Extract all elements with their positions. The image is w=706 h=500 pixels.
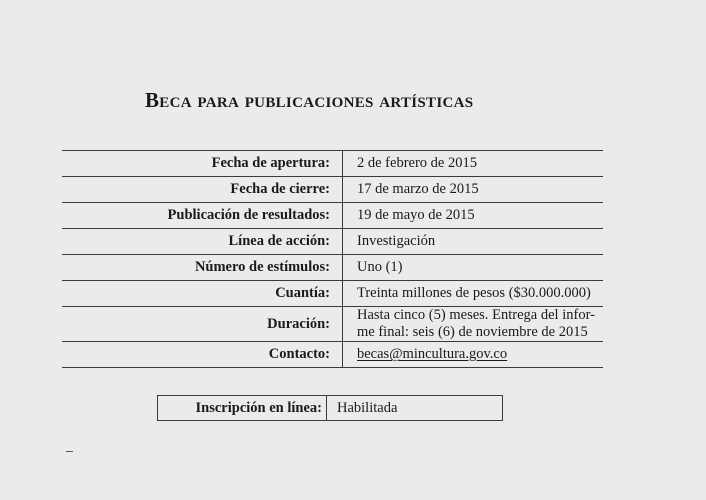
opening-date-value: 2 de febrero de 2015 [357, 155, 477, 171]
results-date-value: 19 de mayo de 2015 [357, 207, 475, 223]
page-mark [66, 451, 73, 452]
online-registration-box [157, 395, 503, 421]
table-row [62, 203, 603, 229]
details-table [62, 150, 603, 368]
contact-value [343, 342, 604, 368]
stimuli-count-value: Uno (1) [357, 259, 403, 275]
duration-label: Duración: [62, 307, 343, 342]
table-row [62, 177, 603, 203]
table-row [62, 255, 603, 281]
closing-date-value: 17 de marzo de 2015 [357, 181, 479, 197]
online-registration-label: Inscripción en línea: [158, 396, 327, 420]
closing-date-label: Fecha de cierre: [62, 177, 343, 203]
amount-value: Treinta millones de pesos ($30.000.000) [357, 285, 591, 301]
contact-label: Contacto: [62, 342, 343, 368]
opening-date-label: Fecha de apertura: [62, 151, 343, 177]
table-row [62, 307, 603, 342]
contact-email-link[interactable]: becas@mincultura.gov.co [357, 346, 508, 362]
action-line-value: Investigación [357, 233, 436, 249]
duration-value: Hasta cinco (5) meses. Entrega del infor- me final: seis (6) de noviembre de 2015 [357, 307, 595, 340]
table-row [62, 151, 603, 177]
action-line-label: Línea de acción: [62, 229, 343, 255]
amount-label: Cuantía: [62, 281, 343, 307]
page-title: Beca para publicaciones artísticas [145, 88, 474, 112]
table-row [62, 281, 603, 307]
online-registration-status: Habilitada [337, 399, 398, 416]
results-date-label: Publicación de resultados: [62, 203, 343, 229]
table-row [62, 342, 603, 368]
table-row [62, 229, 603, 255]
stimuli-count-label: Número de estímulos: [62, 255, 343, 281]
